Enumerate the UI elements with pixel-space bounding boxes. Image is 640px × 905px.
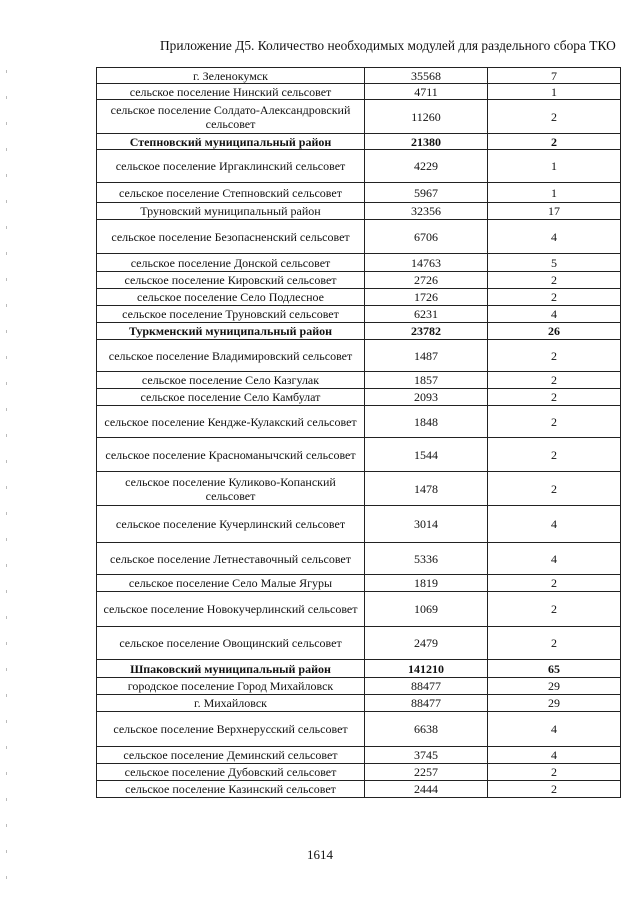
table-row: [97, 183, 621, 203]
cell-modules: 29: [488, 695, 621, 712]
table-row: [97, 220, 621, 254]
cell-population: 21380: [365, 134, 488, 150]
table-row: [97, 372, 621, 389]
cell-population: 2444: [365, 781, 488, 798]
cell-name: сельское поселение Иргаклинский сельсовет: [97, 150, 365, 183]
cell-population: 6706: [365, 220, 488, 254]
table-row: [97, 747, 621, 764]
cell-modules: 2: [488, 764, 621, 781]
cell-modules: 2: [488, 472, 621, 506]
cell-population: 23782: [365, 323, 488, 340]
cell-modules: 2: [488, 340, 621, 372]
cell-modules: 2: [488, 289, 621, 306]
table-row: [97, 764, 621, 781]
cell-population: 1487: [365, 340, 488, 372]
table-row: [97, 272, 621, 289]
cell-name: сельское поселение Кировский сельсовет: [97, 272, 365, 289]
table-row: [97, 438, 621, 472]
cell-name: сельское поселение Село Малые Ягуры: [97, 575, 365, 592]
cell-modules: 1: [488, 150, 621, 183]
table-row: [97, 695, 621, 712]
cell-modules: 4: [488, 712, 621, 747]
table-row: [97, 627, 621, 660]
cell-population: 2257: [365, 764, 488, 781]
table-row: [97, 203, 621, 220]
cell-modules: 7: [488, 68, 621, 84]
cell-population: 14763: [365, 254, 488, 272]
table-row: [97, 781, 621, 798]
cell-population: 1819: [365, 575, 488, 592]
cell-modules: 29: [488, 678, 621, 695]
cell-population: 35568: [365, 68, 488, 84]
cell-population: 1478: [365, 472, 488, 506]
cell-name: сельское поселение Казинский сельсовет: [97, 781, 365, 798]
table-row: [97, 68, 621, 84]
cell-name: сельское поселение Красноманычский сельсовет: [97, 438, 365, 472]
page-title: Приложение Д5. Количество необходимых модулей для раздельного сбора ТКО: [160, 38, 616, 53]
table-row: [97, 592, 621, 627]
table-row: [97, 406, 621, 438]
cell-name: г. Михайловск: [97, 695, 365, 712]
cell-name: Труновский муниципальный район: [97, 203, 365, 220]
cell-population: 88477: [365, 695, 488, 712]
cell-population: 2093: [365, 389, 488, 406]
cell-name: сельское поселение Донской сельсовет: [97, 254, 365, 272]
table-row: [97, 306, 621, 323]
cell-population: 6231: [365, 306, 488, 323]
table-row: [97, 575, 621, 592]
table-row: [97, 323, 621, 340]
cell-name: сельское поселение Летнеставочный сельсовет: [97, 543, 365, 575]
cell-name: сельское поселение Дубовский сельсовет: [97, 764, 365, 781]
cell-modules: 2: [488, 100, 621, 134]
cell-population: 4711: [365, 84, 488, 100]
cell-population: 32356: [365, 203, 488, 220]
cell-modules: 17: [488, 203, 621, 220]
cell-population: 5967: [365, 183, 488, 203]
cell-name: сельское поселение Степновский сельсовет: [97, 183, 365, 203]
cell-modules: 4: [488, 220, 621, 254]
cell-population: 88477: [365, 678, 488, 695]
cell-population: 1544: [365, 438, 488, 472]
table-row: [97, 340, 621, 372]
cell-modules: 65: [488, 660, 621, 678]
cell-modules: 2: [488, 592, 621, 627]
cell-modules: 5: [488, 254, 621, 272]
cell-name: сельское поселение Верхнерусский сельсовет: [97, 712, 365, 747]
cell-modules: 2: [488, 438, 621, 472]
cell-modules: 2: [488, 575, 621, 592]
cell-name: сельское поселение Владимировский сельсовет: [97, 340, 365, 372]
table-row: [97, 254, 621, 272]
cell-name: сельское поселение Безопасненский сельсовет: [97, 220, 365, 254]
table-row: [97, 389, 621, 406]
cell-name: сельское поселение Село Казгулак: [97, 372, 365, 389]
cell-modules: 2: [488, 389, 621, 406]
cell-modules: 26: [488, 323, 621, 340]
cell-name: сельское поселение Село Подлесное: [97, 289, 365, 306]
cell-modules: 4: [488, 306, 621, 323]
table-row: [97, 150, 621, 183]
cell-name: сельское поселение Солдато-Александровский сельсовет: [97, 100, 365, 134]
cell-population: 3014: [365, 506, 488, 543]
cell-population: 3745: [365, 747, 488, 764]
cell-modules: 2: [488, 272, 621, 289]
table-row: [97, 660, 621, 678]
cell-modules: 1: [488, 183, 621, 203]
scan-margin-marks: [6, 0, 8, 905]
cell-name: сельское поселение Труновский сельсовет: [97, 306, 365, 323]
cell-population: 2479: [365, 627, 488, 660]
cell-name: Шпаковский муниципальный район: [97, 660, 365, 678]
cell-name: сельское поселение Овощинский сельсовет: [97, 627, 365, 660]
cell-name: сельское поселение Куликово-Копанский сельсовет: [97, 472, 365, 506]
table-row: [97, 543, 621, 575]
table-row: [97, 134, 621, 150]
table-row: [97, 289, 621, 306]
cell-population: 1726: [365, 289, 488, 306]
cell-population: 4229: [365, 150, 488, 183]
cell-population: 6638: [365, 712, 488, 747]
cell-name: сельское поселение Село Камбулат: [97, 389, 365, 406]
cell-population: 141210: [365, 660, 488, 678]
table-row: [97, 678, 621, 695]
cell-modules: 4: [488, 747, 621, 764]
table-row: [97, 472, 621, 506]
cell-name: сельское поселение Кучерлинский сельсовет: [97, 506, 365, 543]
table-row: [97, 84, 621, 100]
cell-population: 1857: [365, 372, 488, 389]
cell-name: г. Зеленокумск: [97, 68, 365, 84]
cell-modules: 2: [488, 406, 621, 438]
cell-population: 5336: [365, 543, 488, 575]
cell-modules: 1: [488, 84, 621, 100]
modules-table: [96, 67, 621, 798]
cell-name: сельское поселение Кендже-Кулакский сельсовет: [97, 406, 365, 438]
cell-population: 1848: [365, 406, 488, 438]
cell-modules: 4: [488, 543, 621, 575]
cell-population: 11260: [365, 100, 488, 134]
cell-modules: 2: [488, 627, 621, 660]
cell-population: 1069: [365, 592, 488, 627]
table-row: [97, 506, 621, 543]
cell-population: 2726: [365, 272, 488, 289]
cell-modules: 2: [488, 372, 621, 389]
cell-modules: 2: [488, 134, 621, 150]
cell-name: сельское поселение Деминский сельсовет: [97, 747, 365, 764]
table-row: [97, 100, 621, 134]
table-row: [97, 712, 621, 747]
cell-name: городское поселение Город Михайловск: [97, 678, 365, 695]
cell-name: Туркменский муниципальный район: [97, 323, 365, 340]
cell-name: сельское поселение Новокучерлинский сельсовет: [97, 592, 365, 627]
cell-name: сельское поселение Нинский сельсовет: [97, 84, 365, 100]
page-number: 1614: [307, 847, 333, 862]
cell-modules: 2: [488, 781, 621, 798]
table-body: [97, 68, 621, 798]
cell-name: Степновский муниципальный район: [97, 134, 365, 150]
cell-modules: 4: [488, 506, 621, 543]
